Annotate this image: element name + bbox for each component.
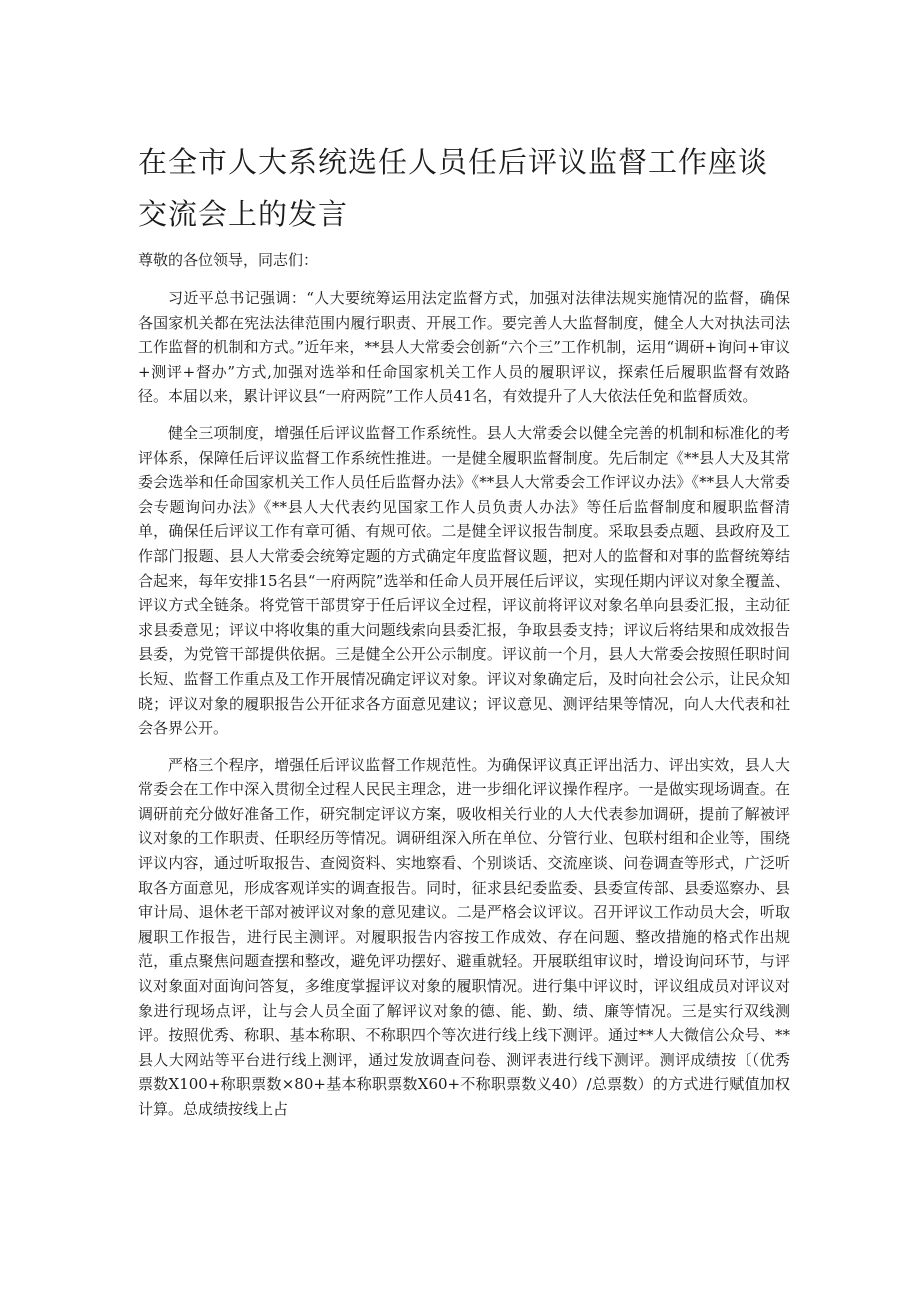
document-title: 在全市人大系统选任人员任后评议监督工作座谈交流会上的发言 (138, 145, 769, 231)
paragraph-three-procedures: 严格三个程序，增强任后评议监督工作规范性。为确保评议真正评出活力、评出实效，县人大常委会在工作中深入贯彻全过程人民民主理念，进一步细化评议操作程序。一是做实现场调查。在调研前充分做好准备工作，研究制定评议方案，吸收相关行业的人大代表参加调研，提前了解被评议对象的工作职责、任职经历等情况。调研组深入所在单位、分管行业、包联村组和企业等，围绕评议内容，通过听取报告、查阅资料、实地察看、个别谈话、交流座谈、问卷调查等形式，广泛听取各方面意见，形成客观详实的调查报告。同时，征求县纪委监委、县委宣传部、县委巡察办、县审计局、退休老干部对被评议对象的意见建议。二是严格会议评议。召开评议工作动员大会，听取履职工作报告，进行民主测评。对履职报告内容按工作成效、存在问题、整改措施的格式作出规范，重点聚焦问题查摆和整改，避免评功摆好、避重就轻。开展联组审议时，增设询问环节，与评议对象面对面询问答复，多维度掌握评议对象的履职情况。进行集中评议时，评议组成员对评议对象进行现场点评，让与会人员全面了解评议对象的德、能、勤、绩、廉等情况。三是实行双线测评。按照优秀、称职、基本称职、不称职四个等次进行线上线下测评。通过**人大微信公众号、**县人大网站等平台进行线上测评，通过发放调查问卷、测评表进行线下测评。测评成绩按〔（优秀票数X100+称职票数×80+基本称职票数X60+不称职票数义40）/总票数）的方式进行赋值加权计算。总成绩按线上占 (138, 755, 790, 1118)
paragraph-intro: 习近平总书记强调：“人大要统筹运用法定监督方式，加强对法律法规实施情况的监督，确保各国家机关都在宪法法律范围内履行职责、开展工作。要完善人大监督制度，健全人大对执法司法工作监督的机制和方式。”近年来，**县人大常委会创新“六个三”工作机制，运用“调研+询问+审议+测评+督办”方式,加强对选举和任命国家机关工作人员的履职评议，探索任后履职监督有效路径。本届以来，累计评议县“一府两院”工作人员41名，有效提升了人大依法任免和监督质效。 (138, 289, 790, 406)
salutation: 尊敬的各位领导，同志们： (138, 251, 319, 269)
paragraph-three-systems: 健全三项制度，增强任后评议监督工作系统性。县人大常委会以健全完善的机制和标准化的考评体系，保障任后评议监督工作系统性推进。一是健全履职监督制度。先后制定《**县人大及其常委会选举和任命国家机关工作人员任后监督办法》《**县人大常委会工作评议办法》《**县人大常委会专题询问办法》《**县人大代表约见国家工作人员负责人办法》等任后监督制度和履职监督清单，确保任后评议工作有章可循、有规可依。二是健全评议报告制度。采取县委点题、县政府及工作部门报题、县人大常委会统筹定题的方式确定年度监督议题，把对人的监督和对事的监督统筹结合起来，每年安排15名县“一府两院”选举和任命人员开展任后评议，实现任期内评议对象全覆盖、评议方式全链条。将党管干部贯穿于任后评议全过程，评议前将评议对象名单向县委汇报，主动征求县委意见；评议中将收集的重大问题线索向县委汇报，争取县委支持；评议后将结果和成效报告县委，为党管干部提供依据。三是健全公开公示制度。评议前一个月，县人大常委会按照任职时间长短、监督工作重点及工作开展情况确定评议对象。评议对象确定后，及时向社会公示，让民众知晓；评议对象的履职报告公开征求各方面意见建议；评议意见、测评结果等情况，向人大代表和社会各界公开。 (138, 423, 790, 738)
document-page (138, 136, 790, 1134)
